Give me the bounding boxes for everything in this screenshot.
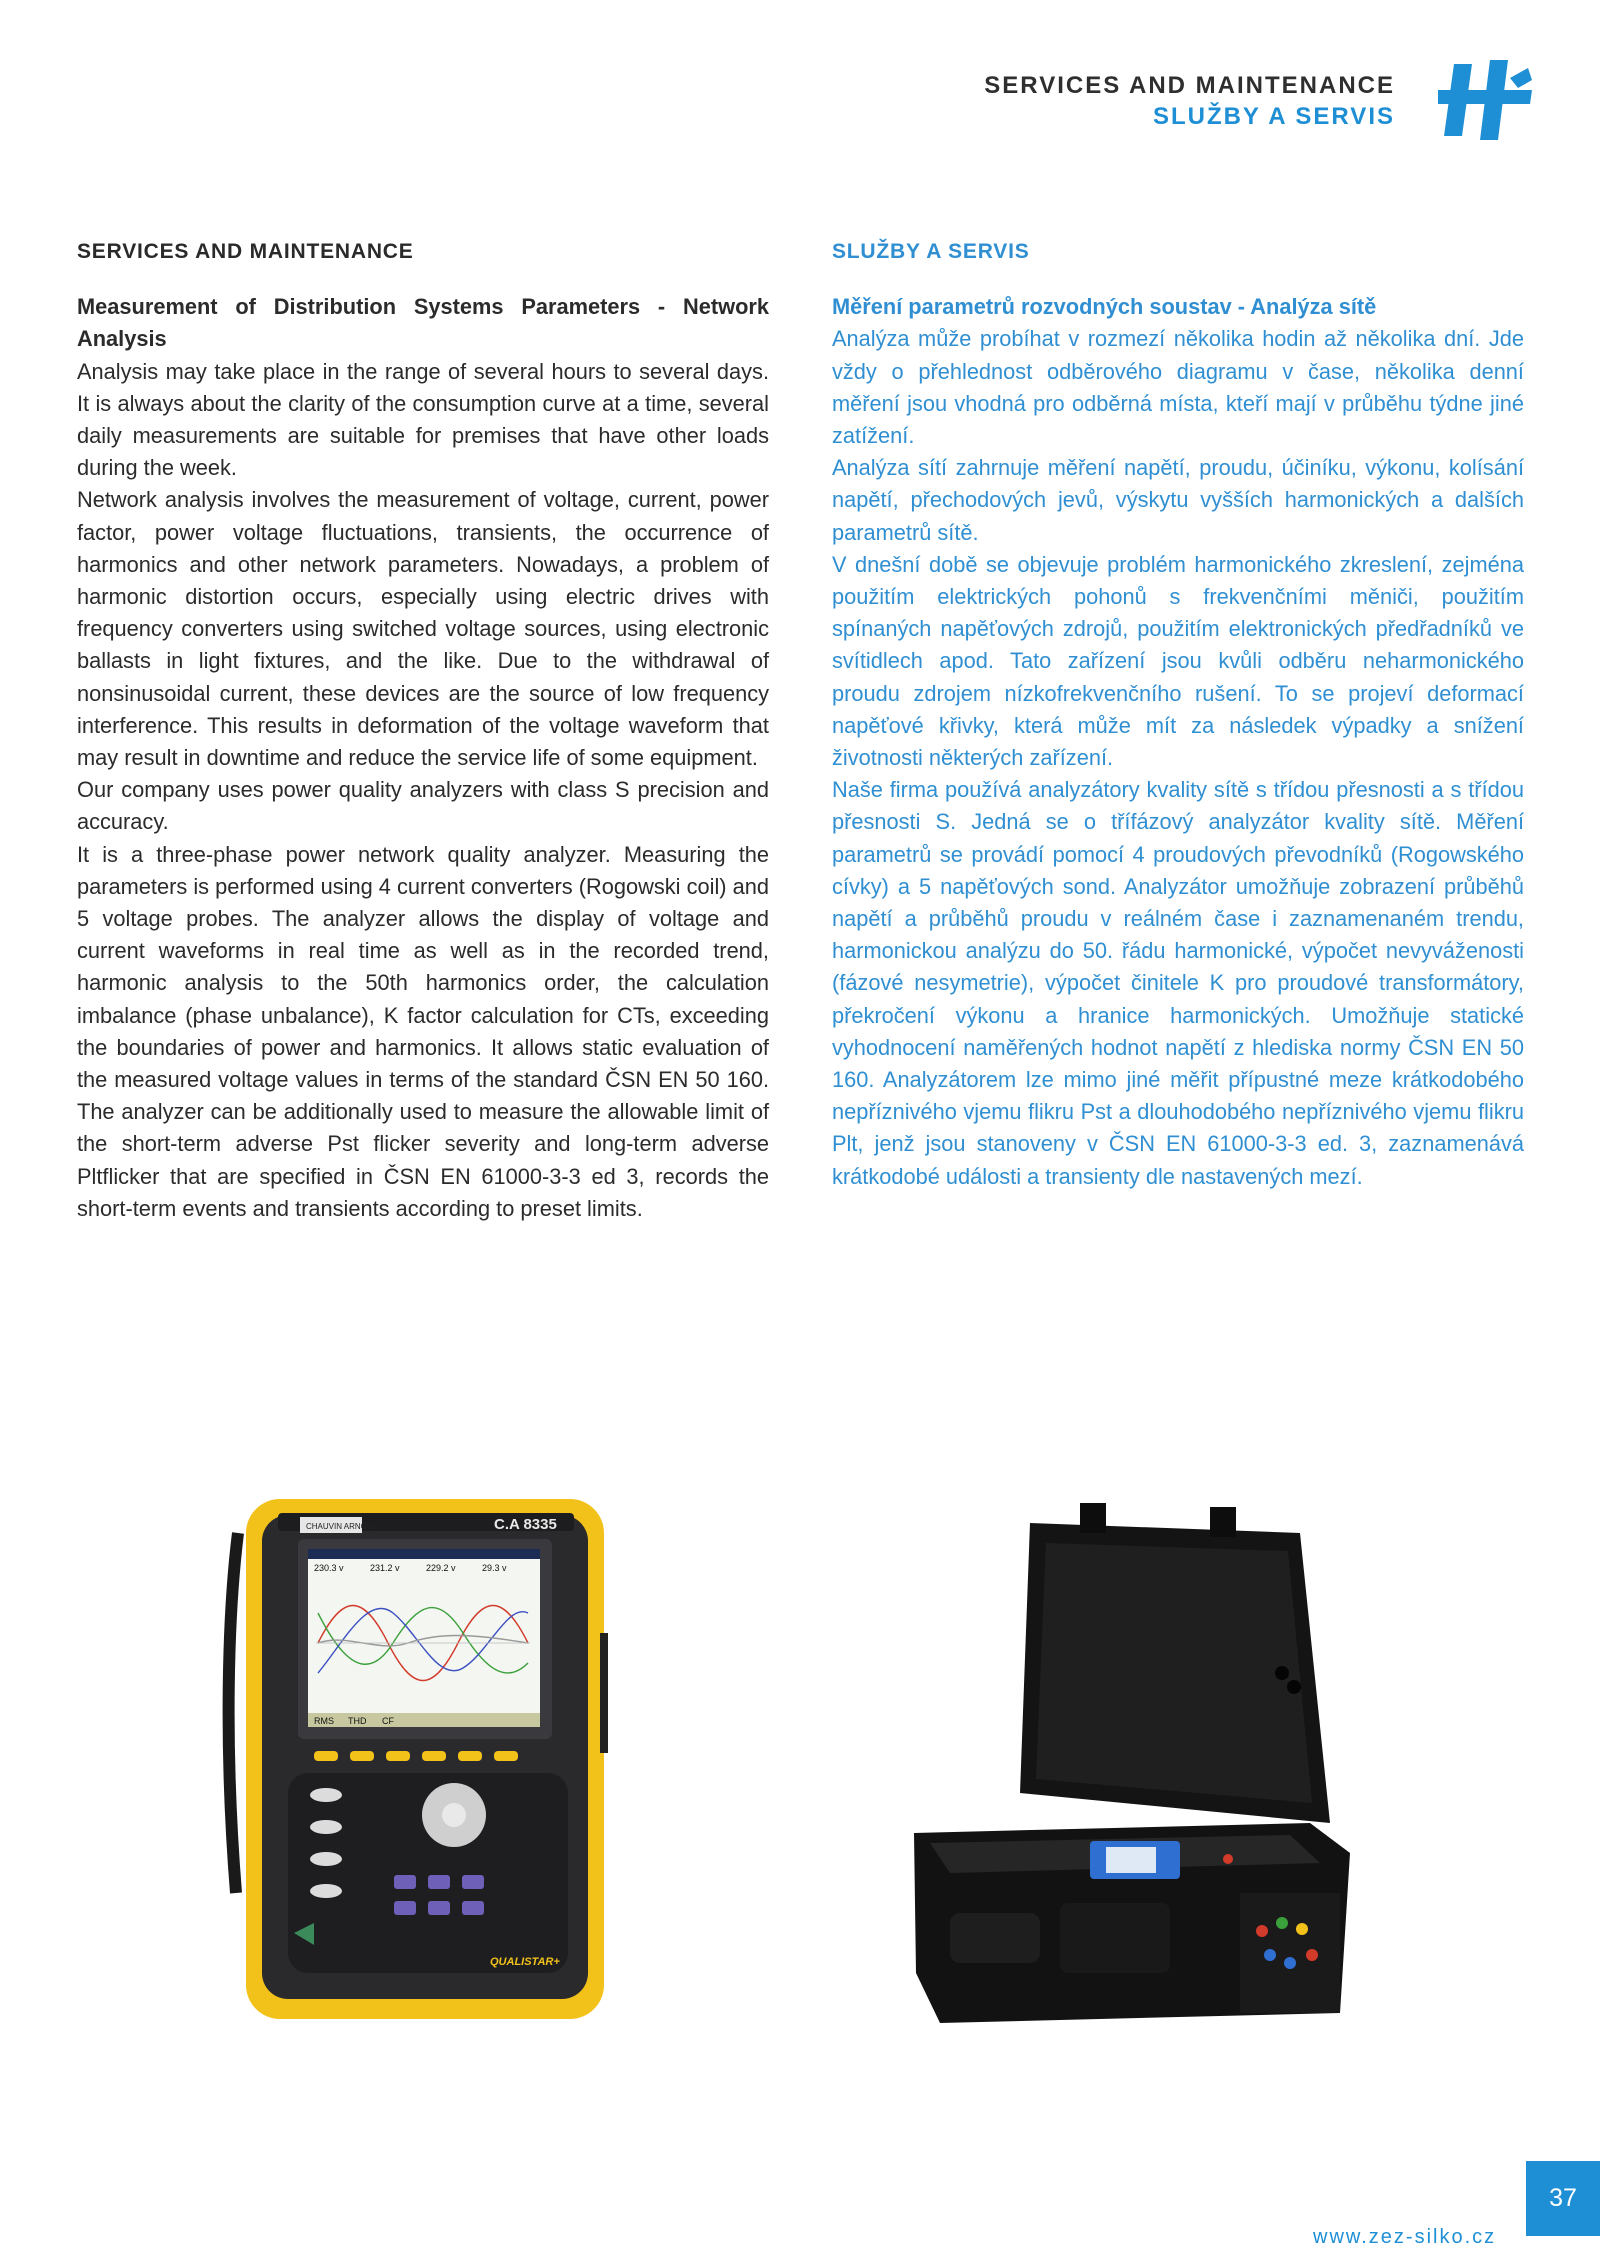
page-header bbox=[984, 70, 1395, 132]
paragraph-en-1: Analysis may take place in the range of several hours to several days. It is always about the clarity of the consumption curve at a time, several daily measurements are suitable for premises that have other loads during the week. bbox=[77, 358, 769, 481]
paragraph-en-2: Network analysis involves the measurement of voltage, current, power factor, power voltage fluctuations, transients, the occurrence of harmonics and other network parameters. Nowadays, a problem of harmonic distortion occurs, especially using electric drives with frequency converters using switched voltage sources, using electronic ballasts in light fixtures, and the like. Due to the withdrawal of nonsinusoidal current, these devices are the source of low frequency interference. This results in deformation of the voltage waveform that may result in downtime and reduce the service life of some equipment. bbox=[77, 487, 769, 771]
analyzer-model-text: C.A 8335 bbox=[494, 1516, 557, 1533]
analyzer-brand-text: CHAUVIN ARNOUX bbox=[306, 1522, 379, 1531]
reading-1: 230.3 v bbox=[314, 1563, 344, 1573]
screen-tab-rms: RMS bbox=[314, 1716, 334, 1726]
paragraph-cz-3: V dnešní době se objevuje problém harmonického zkreslení, zejména použitím elektrických pohonů s frekvenčními měniči, použitím spínaných napěťových zdrojů, použitím elektronických předřadníků ve svítidlech apod. Tato zařízení jsou kvůli odběru neharmonického proudu zdrojem nízkofrekvenčního rušení. To se projeví deformací napěťové křivky, která může mít za následek výpadky a snížení životnosti některých zařízení. bbox=[832, 551, 1524, 771]
page-number: 37 bbox=[1526, 2161, 1600, 2236]
section-title-cz: SLUŽBY A SERVIS bbox=[832, 240, 1030, 263]
header-title-cz: SLUŽBY A SERVIS bbox=[1152, 103, 1395, 130]
footer-url[interactable]: www.zez-silko.cz bbox=[1313, 2226, 1497, 2248]
screen-tab-cf: CF bbox=[382, 1716, 394, 1726]
paragraph-cz-1: Analýza může probíhat v rozmezí několika hodin až několika dní. Jde vždy o přehlednost odběrového diagramu v čase, několika denní měření jsou vhodná pro odběrná místa, kteří mají v průběhu týdne jiné zatížení. bbox=[832, 326, 1524, 449]
analyzer-logo-text: QUALISTAR+ bbox=[490, 1956, 560, 1968]
header-title-en: SERVICES AND MAINTENANCE bbox=[984, 72, 1395, 99]
analyzer-case-photo bbox=[910, 1493, 1360, 2033]
reading-3: 229.2 v bbox=[426, 1563, 456, 1573]
english-column bbox=[77, 236, 769, 1225]
subtitle-en: Measurement of Distribution Systems Parameters - Network Analysis bbox=[77, 294, 769, 352]
paragraph-cz-2: Analýza sítí zahrnuje měření napětí, proudu, účiníku, výkonu, kolísání napětí, přechodových jevů, výskytu vyšších harmonických a dalších parametrů sítě. bbox=[832, 455, 1524, 545]
screen-tab-thd: THD bbox=[348, 1716, 367, 1726]
paragraph-cz-4: Naše firma používá analyzátory kvality sítě s třídou přesnosti a s třídou přesnosti S. Jedná se o třífázový analyzátor kvality sítě. Měření parametrů se provádí pomocí 4 proudových převodníků (Rogowského cívky) a 5 napěťových sond. Analyzátor umožňuje zobrazení průběhů napětí a průběhů proudu v reálném čase i zaznamenaném trendu, harmonickou analýzu do 50. řádu harmonické, výpočet nevyváženosti (fázové nesymetrie), výpočet činitele K pro proudové transformátory, překročení výkonu a hranice harmonických. Umožňuje statické vyhodnocení naměřených hodnot napětí z hlediska normy ČSN EN 50 160. Analyzátorem lze mimo jiné měřit přípustné meze krátkodobého nepříznivého vjemu flikru Pst a dlouhodobého nepříznivého vjemu flikru Plt, jenž jsou stanoveny v ČSN EN 61000-3-3 ed. 3, zaznamenává krátkodobé události a transienty dle nastavených mezí. bbox=[832, 777, 1524, 1189]
power-quality-analyzer-photo bbox=[218, 1493, 628, 2025]
reading-2: 231.2 v bbox=[370, 1563, 400, 1573]
paragraph-en-3: Our company uses power quality analyzers with class S precision and accuracy. bbox=[77, 777, 769, 835]
czech-column bbox=[832, 236, 1524, 1193]
company-logo-icon bbox=[1438, 60, 1532, 140]
subtitle-cz: Měření parametrů rozvodných soustav - Analýza sítě bbox=[832, 294, 1377, 320]
reading-4: 29.3 v bbox=[482, 1563, 507, 1573]
section-title-en: SERVICES AND MAINTENANCE bbox=[77, 240, 414, 263]
paragraph-en-4: It is a three-phase power network quality analyzer. Measuring the parameters is performed using 4 current converters (Rogowski coil) and 5 voltage probes. The analyzer allows the display of voltage and current waveforms in real time as well as in the recorded trend, harmonic analysis to the 50th harmonics order, the calculation imbalance (phase unbalance), K factor calculation for CTs, exceeding the boundaries of power and harmonics. It allows static evaluation of the measured voltage values in terms of the standard ČSN EN 50 160. The analyzer can be additionally used to measure the allowable limit of the short-term adverse Pst flicker severity and long-term adverse Pltflicker that are specified in ČSN EN 61000-3-3 ed 3, records the short-term events and transients according to preset limits. bbox=[77, 841, 769, 1221]
